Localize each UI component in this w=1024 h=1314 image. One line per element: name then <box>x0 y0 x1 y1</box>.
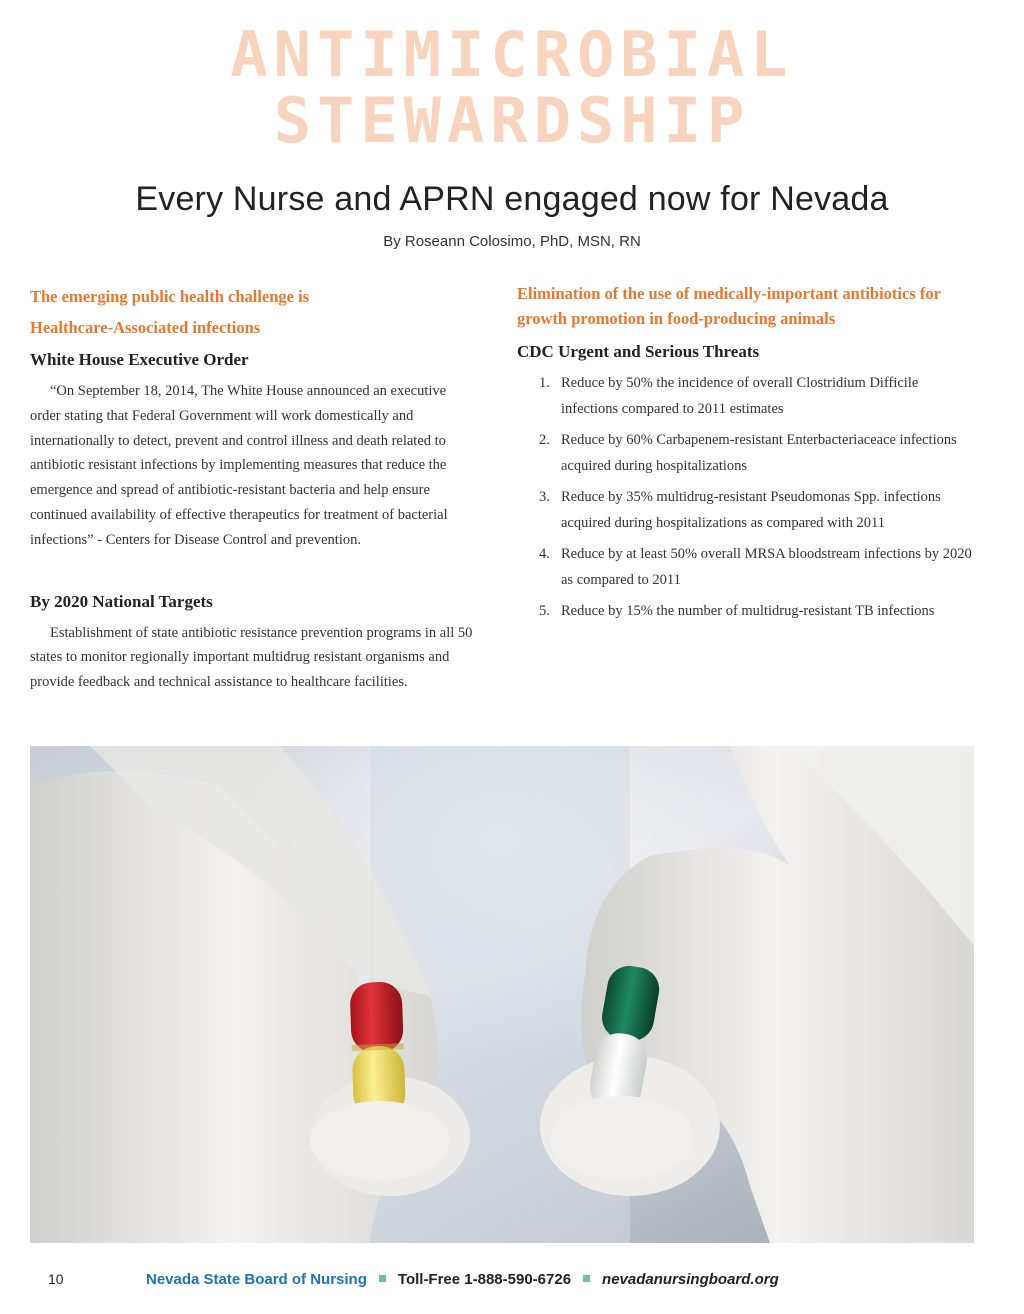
left-column <box>30 281 475 695</box>
gloved-hands-capsules-photo <box>30 746 974 1243</box>
executive-order-paragraph: “On September 18, 2014, The White House announced an executive order stating that Federal Government will work domestically and internationally to detect, prevent and control illness and death related to antibiotic resistant infections by implementing measures that reduce the emergence and spread of antibiotic-resistant bacteria and help ensure continued availability of effective therapeutics for treatment of bacterial infections” - Centers for Disease Control and prevention. <box>30 383 448 548</box>
list-text: Reduce by 35% multidrug-resistant Pseudomonas Spp. infections acquired during hospitalizations as compared with 2011 <box>561 489 941 531</box>
board-name: Nevada State Board of Nursing <box>146 1271 367 1288</box>
website-link[interactable]: nevadanursingboard.org <box>602 1271 779 1288</box>
list-number: 5. <box>539 603 550 619</box>
article-subtitle: Every Nurse and APRN engaged now for Nevada <box>135 180 889 218</box>
list-text: Reduce by 15% the number of multidrug-resistant TB infections <box>561 603 935 619</box>
national-targets-heading: By 2020 National Targets <box>30 591 213 611</box>
separator-square-icon <box>379 1275 386 1282</box>
white-house-heading: White House Executive Order <box>30 350 249 369</box>
masthead-line-1: ANTIMICROBIAL <box>230 18 794 91</box>
list-item <box>517 542 977 593</box>
list-text: Reduce by at least 50% overall MRSA bloodstream infections by 2020 as compared to 2011 <box>561 546 972 588</box>
masthead-title <box>0 18 1024 157</box>
byline: By Roseann Colosimo, PhD, MSN, RN <box>383 233 641 250</box>
section-spacer <box>30 553 475 585</box>
masthead-line-2: STEWARDSHIP <box>273 84 751 157</box>
list-item <box>517 428 977 479</box>
separator-square-icon <box>583 1275 590 1282</box>
toll-free-number: Toll-Free 1-888-590-6726 <box>397 1271 572 1288</box>
right-highlight: Elimination of the use of medically-important antibiotics for growth promotion in food-producing animals <box>517 284 941 328</box>
list-number: 2. <box>539 432 550 448</box>
left-highlight-line-2: Healthcare-Associated infections <box>30 318 261 337</box>
page-number: 10 <box>48 1271 64 1287</box>
list-text: Reduce by 50% the incidence of overall Clostridium Difficile infections compared to 2011 estimates <box>561 375 919 417</box>
left-highlight-line-1: The emerging public health challenge is <box>30 287 310 306</box>
list-item <box>517 599 977 625</box>
cdc-targets-list <box>517 371 977 625</box>
list-item <box>517 371 977 422</box>
list-item <box>517 485 977 536</box>
list-number: 3. <box>539 489 550 505</box>
page-footer <box>0 1268 1024 1292</box>
right-column <box>517 281 977 631</box>
cdc-threats-heading: CDC Urgent and Serious Threats <box>517 342 760 361</box>
list-number: 1. <box>539 375 550 391</box>
list-number: 4. <box>539 546 550 562</box>
footer-line <box>146 1271 779 1288</box>
national-targets-paragraph: Establishment of state antibiotic resistance prevention programs in all 50 states to monitor regionally important multidrug resistant organisms and provide feedback and technical assistance to healthcare facilities. <box>30 624 473 691</box>
list-text: Reduce by 60% Carbapenem-resistant Enterbacteriaceace infections acquired during hospitalizations <box>561 432 957 474</box>
